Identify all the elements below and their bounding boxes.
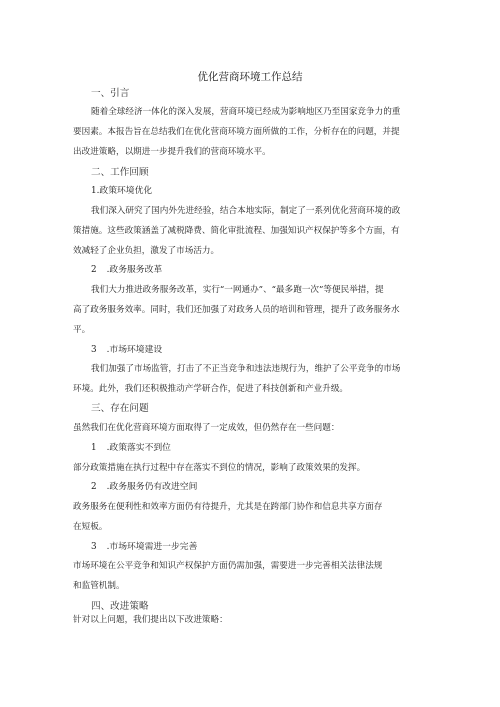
subheading-number: 2 [91, 265, 97, 275]
subheading-text: .市场环境建设 [106, 345, 163, 355]
section-heading-strategy: 四、改进策略 [91, 601, 149, 612]
subheading-gov-improve [91, 482, 197, 493]
paragraph-line: 我们大力推进政务服务改革，实行“一网通办”、“最多跑一次”等便民举措，提 [91, 285, 384, 295]
paragraph-line: 随着全球经济一体化的深入发展，营商环境已经成为影响地区乃至国家竞争力的重 [91, 107, 401, 117]
document-title: 优化营商环境工作总结 [197, 71, 303, 83]
paragraph-line: 我们加强了市场监管，打击了不正当竞争和违法违规行为，维护了公平竞争的市场 [91, 364, 401, 374]
section-heading-intro: 一、引言 [91, 88, 130, 99]
paragraph-line: 市场环境在公平竞争和知识产权保护方面仍需加强，需要进一步完善相关法律法规 [73, 561, 383, 571]
paragraph-line: 高了政务服务效率。同时，我们还加强了对政务人员的培训和管理，提升了政务服务水 [73, 305, 400, 315]
paragraph-line: 政务服务在便利性和效率方面仍有待提升，尤其是在跨部门协作和信息共享方面存 [73, 502, 383, 512]
paragraph-line: 环境。此外，我们还积极推动产学研合作，促进了科技创新和产业升级。 [73, 384, 349, 394]
subheading-gov-service [91, 265, 162, 276]
subheading-text: .市场环境需进一步完善 [106, 542, 198, 552]
subheading-text: .政策落实不到位 [106, 443, 171, 453]
subheading-market [91, 345, 162, 356]
paragraph-line: 在短板。 [73, 522, 108, 532]
subheading-number: 1 [91, 443, 97, 453]
subheading-policy-execution [91, 443, 171, 454]
subheading-market-improve [91, 542, 197, 553]
paragraph-line: 效减轻了企业负担，激发了市场活力。 [73, 246, 220, 256]
paragraph-line: 策措施。这些政策涵盖了减税降费、简化审批流程、加强知识产权保护等多个方面，有 [73, 226, 400, 236]
paragraph-line: 和监管机制。 [73, 581, 125, 591]
paragraph-line: 我们深入研究了国内外先进经验，结合本地实际，制定了一系列优化营商环境的政 [91, 206, 401, 216]
subheading-policy: 1.政策环境优化 [91, 186, 153, 196]
paragraph-line: 部分政策措施在执行过程中存在落实不到位的情况，影响了政策效果的发挥。 [73, 463, 366, 473]
section-heading-problems: 三、存在问题 [91, 403, 149, 414]
subheading-text: .政务服务仍有改进空间 [106, 482, 198, 492]
paragraph-line: 虽然我们在优化营商环境方面取得了一定成效，但仍然存在一些问题： [73, 423, 340, 433]
paragraph-line: 针对以上问题，我们提出以下改进策略： [73, 615, 228, 625]
paragraph-line: 要因素。本报告旨在总结我们在优化营商环境方面所做的工作，分析存在的问题，并提 [73, 127, 400, 137]
subheading-text: .政务服务改革 [106, 265, 163, 275]
paragraph-line: 出改进策略，以期进一步提升我们的营商环境水平。 [73, 147, 271, 157]
subheading-number: 2 [91, 482, 97, 492]
section-heading-review: 二、工作回顾 [91, 167, 149, 178]
subheading-number: 3 [91, 345, 97, 355]
subheading-number: 3 [91, 542, 97, 552]
paragraph-line: 平。 [73, 325, 91, 335]
